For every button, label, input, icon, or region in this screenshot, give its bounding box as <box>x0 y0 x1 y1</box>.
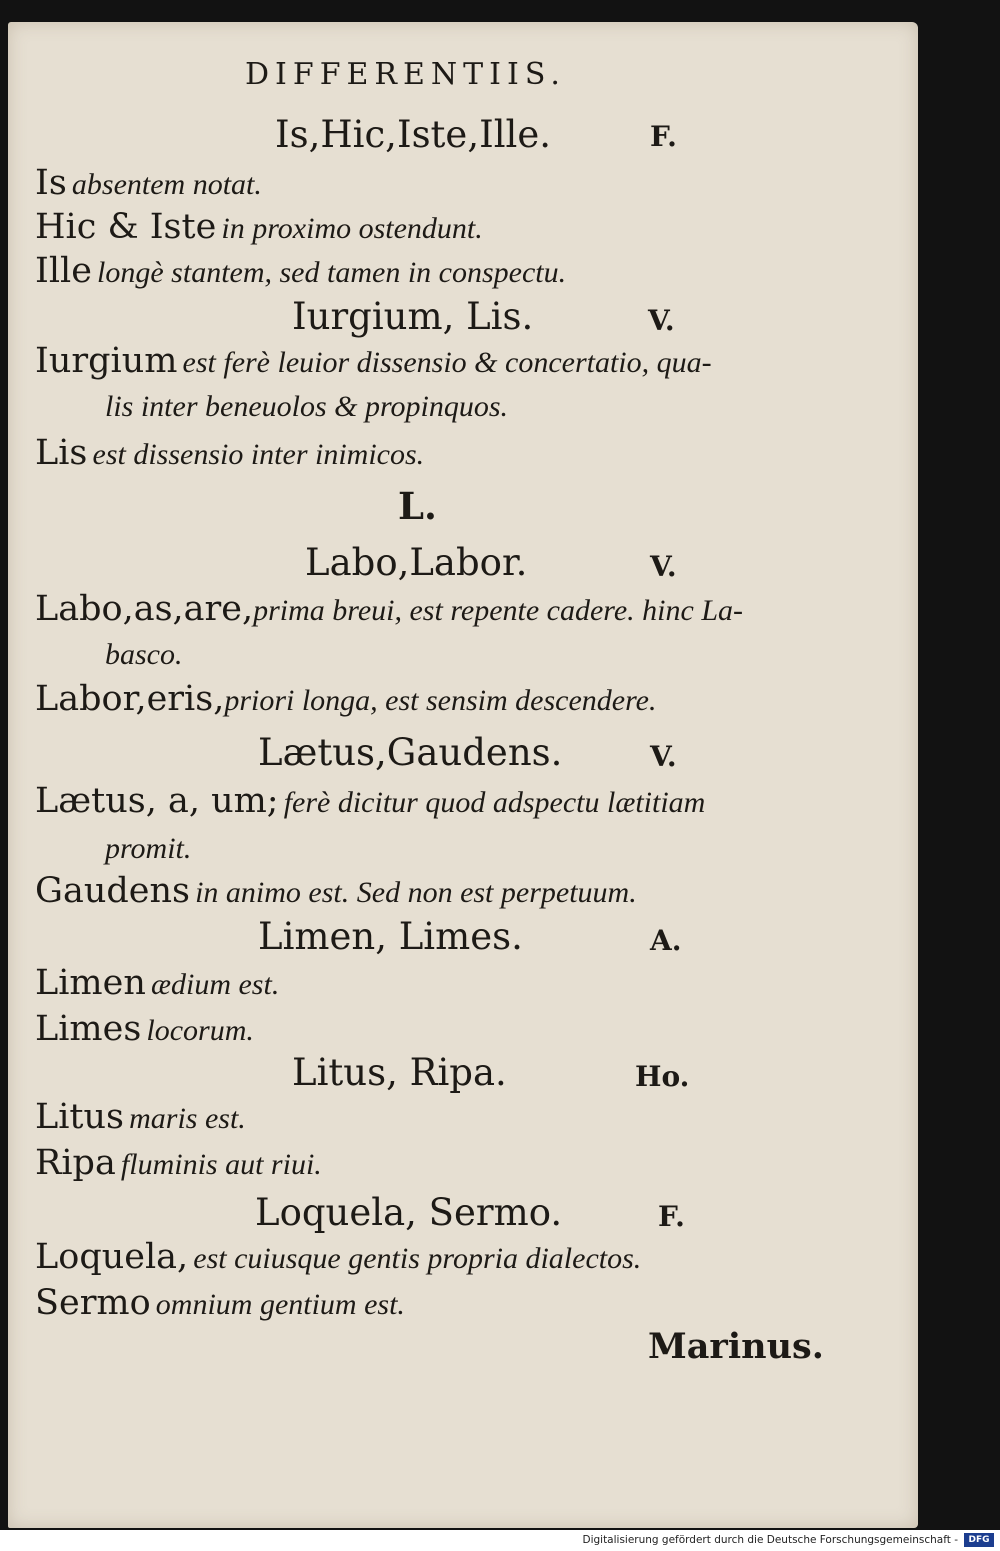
gloss: in proximo ostendunt. <box>221 212 483 245</box>
entry-heading: Is,Hic,Iste,Ille. <box>275 113 552 156</box>
term: Lætus, a, um; <box>35 781 279 821</box>
entry-line <box>35 163 262 203</box>
entry-line <box>35 251 567 291</box>
entry-line <box>35 1237 642 1277</box>
entry-heading: Limen, Limes. <box>258 915 523 958</box>
entry-heading: Iurgium, Lis. <box>292 295 534 338</box>
term: Litus <box>35 1097 125 1137</box>
source-mark: Ho. <box>635 1060 690 1093</box>
term: Is <box>35 163 67 203</box>
section-letter: L. <box>398 484 437 528</box>
entry-heading: Labo,Labor. <box>305 541 528 584</box>
term: Gaudens <box>35 871 190 911</box>
entry-heading: Litus, Ripa. <box>292 1051 507 1094</box>
footer-credit: Digitalisierung gefördert durch die Deutsche Forschungsgemeinschaft - <box>582 1534 958 1546</box>
term: Sermo <box>35 1283 151 1323</box>
term: Lis <box>35 433 88 473</box>
catchword: Marinus. <box>648 1326 824 1367</box>
entry-line <box>35 679 657 719</box>
source-mark: V. <box>650 740 677 773</box>
gloss: absentem notat. <box>71 168 262 201</box>
term: Labor,eris, <box>35 679 225 719</box>
entry-line <box>105 392 508 422</box>
entry-line <box>35 433 425 473</box>
entry-line <box>35 207 483 247</box>
entry-line <box>35 1283 405 1323</box>
gloss: est cuiusque gentis propria dialectos. <box>193 1242 642 1275</box>
source-mark: F. <box>658 1200 685 1233</box>
source-mark: A. <box>650 924 682 957</box>
gloss: basco. <box>105 638 183 671</box>
footer-bar <box>0 1530 1000 1551</box>
term: Limen <box>35 963 146 1003</box>
entry-line <box>35 963 280 1003</box>
gloss: in animo est. Sed non est perpetuum. <box>195 876 637 909</box>
gloss: locorum. <box>146 1014 254 1047</box>
source-mark: V. <box>650 550 677 583</box>
gloss: ædium est. <box>150 968 280 1001</box>
entry-line <box>35 871 637 911</box>
dfg-logo[interactable]: DFG <box>964 1533 994 1547</box>
running-head: DIFFERENTIIS. <box>245 57 566 92</box>
gloss: ferè dicitur quod adspectu lætitiam <box>283 786 706 819</box>
term: Labo,as,are, <box>35 589 254 629</box>
term: Hic & Iste <box>35 207 217 247</box>
entry-line <box>35 781 706 821</box>
term: Ille <box>35 251 92 291</box>
entry-heading: Loquela, Sermo. <box>255 1191 563 1234</box>
entry-line <box>35 1143 322 1183</box>
gloss: longè stantem, sed tamen in conspectu. <box>97 256 567 289</box>
gloss: lis inter beneuolos & propinquos. <box>105 390 509 423</box>
term: Limes <box>35 1009 142 1049</box>
gloss: prima breui, est repente cadere. hinc La- <box>253 594 743 627</box>
source-mark: V. <box>648 304 675 337</box>
gloss: priori longa, est sensim descendere. <box>224 684 657 717</box>
entry-line <box>35 1009 254 1049</box>
entry-line <box>35 589 743 629</box>
entry-line <box>35 1097 246 1137</box>
gloss: est dissensio inter inimicos. <box>92 438 425 471</box>
entry-line <box>105 640 183 670</box>
gloss: est ferè leuior dissensio & concertatio, qua- <box>182 346 712 379</box>
entry-heading: Lætus,Gaudens. <box>258 731 563 774</box>
gloss: omnium gentium est. <box>155 1288 405 1321</box>
gloss: maris est. <box>129 1102 246 1135</box>
entry-line <box>35 341 712 381</box>
gloss: promit. <box>105 832 192 865</box>
source-mark: F. <box>650 120 677 153</box>
entry-line <box>105 834 191 864</box>
term: Ripa <box>35 1143 116 1183</box>
term: Iurgium <box>35 341 178 381</box>
term: Loquela, <box>35 1237 189 1277</box>
gloss: fluminis aut riui. <box>120 1148 322 1181</box>
